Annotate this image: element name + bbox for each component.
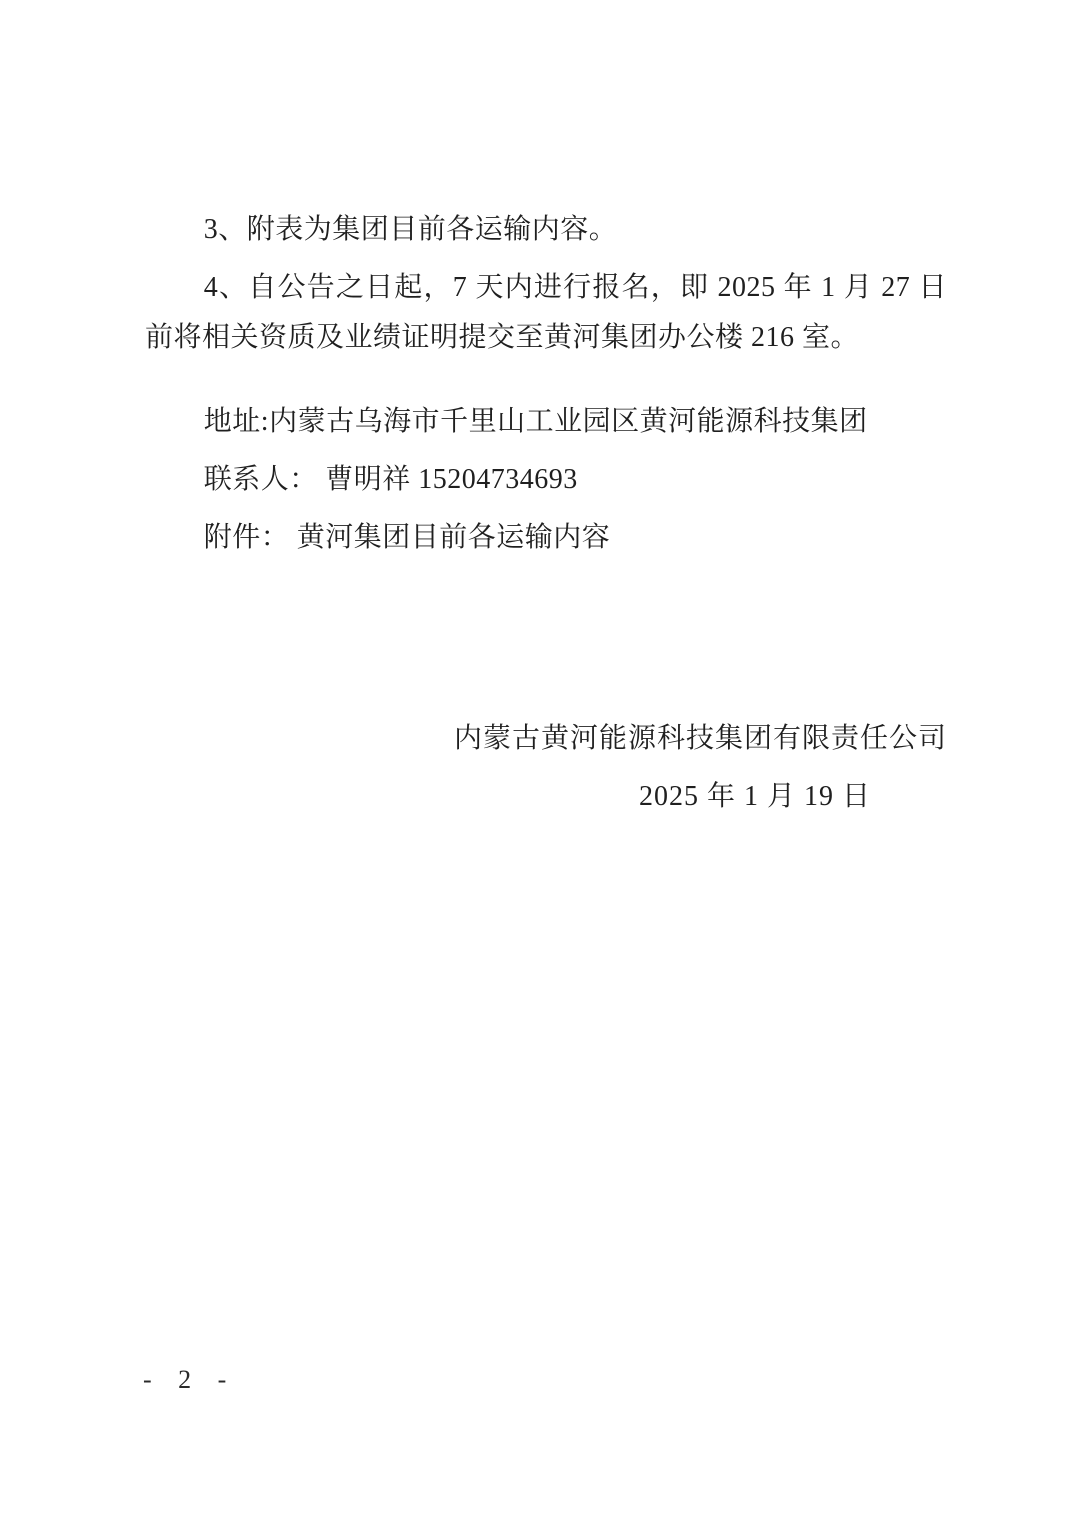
signature-block <box>145 718 947 818</box>
attachment-line: 附件： 黄河集团目前各运输内容 <box>203 522 611 553</box>
page-number: - 2 - <box>143 1365 237 1394</box>
document-body <box>145 205 947 563</box>
signature-date: 2025 年 1 月 19 日 <box>638 781 871 812</box>
signature-company-name: 内蒙古黄河能源科技集团有限责任公司 <box>453 723 947 754</box>
paragraph-item-3: 3、附表为集团目前各运输内容。 <box>203 214 618 245</box>
contact-line: 联系人： 曹明祥 15204734693 <box>203 464 578 495</box>
paragraph-item-4: 4、自公告之日起，7 天内进行报名，即 2025 年 1 月 27 日前将相关资质及业绩证明提交至黄河集团办公楼 216 室。 <box>145 272 947 353</box>
address-line: 地址:内蒙古乌海市千里山工业园区黄河能源科技集团 <box>203 406 868 437</box>
